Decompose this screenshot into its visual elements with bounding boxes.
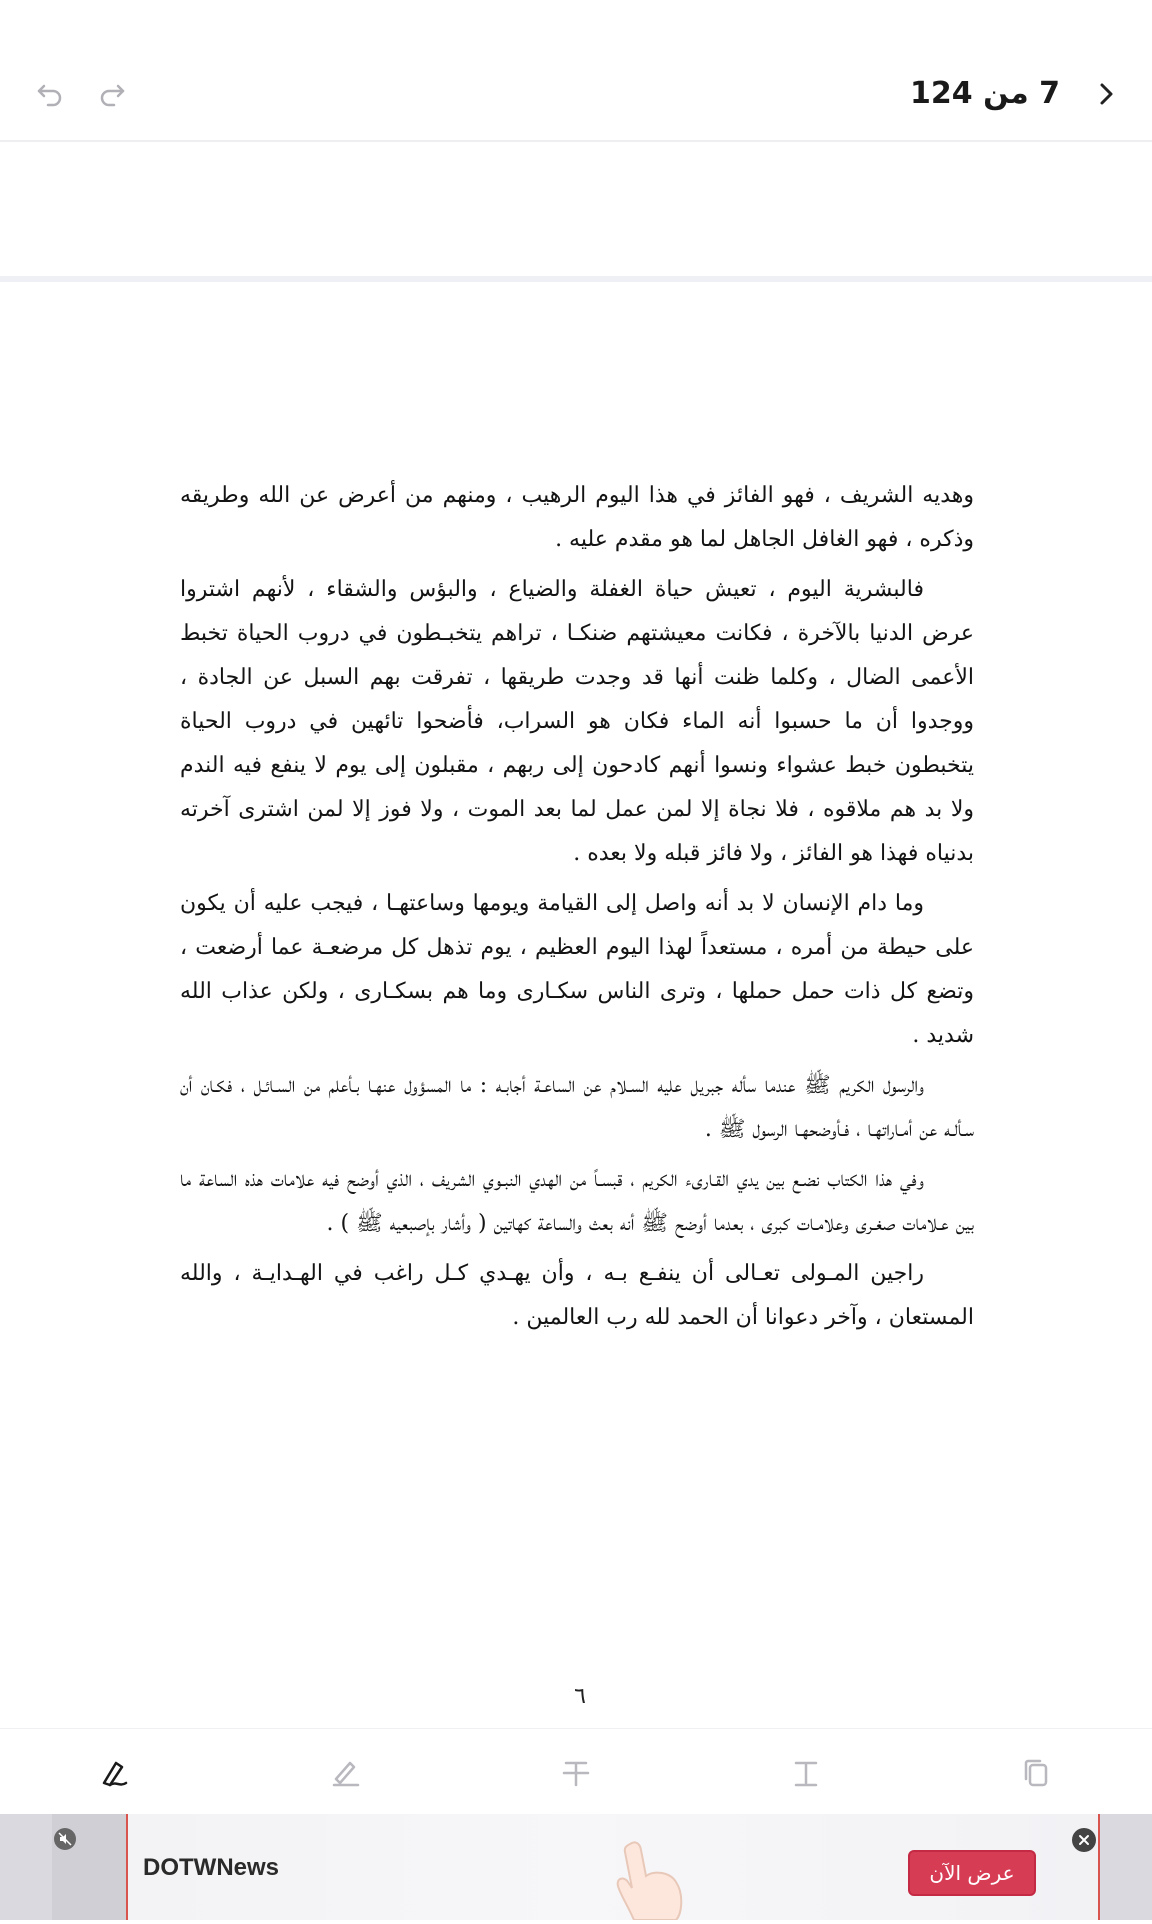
ad-border [1098,1814,1100,1920]
ad-border [126,1814,128,1920]
annotation-toolbar [0,1728,1152,1815]
ad-cta-button[interactable]: عرض الآن [908,1850,1036,1896]
top-bar [0,0,1152,142]
redo-icon[interactable] [92,72,132,112]
text-icon[interactable] [782,1749,830,1797]
highlighter-icon[interactable] [322,1749,370,1797]
document-page [0,282,1152,1728]
page-number: ٦ [574,1684,586,1709]
pointing-hand-icon [610,1836,700,1920]
toolbar-spacer [0,142,1152,276]
paragraph-2: فالبشرية اليوم ، تعيش حياة الغفلة والضياع ، والبؤس والشقاء ، لأنهم اشتروا عرض الدنيا بالآخرة ، فكانت معيشتهم ضنكـا ، تراهم يتخبـطون في دروب الحياة تخبط الأعمى الضال ، وكلما ظنت أنها قد وجدت طريقها ، تفرقت بهم السبل عن الجادة ، ووجدوا أن ما حسبوا أنه الماء فكان هو السراب، فأضحوا تائهين في دروب الحياة يتخبطون خبط عشواء ونسوا أنهم كادحون إلى ربهم ، مقبلون إلى يوم لا ينفع فيه الندم ولا بد هم ملاقوه ، فلا نجاة إلا لمن عمل لما بعد الموت ، ولا فوز إلا لمن اشترى آخرته بدنياه فهذا هو الفائز ، ولا فائز قبله ولا بعده . [180,577,975,866]
copy-icon[interactable] [1012,1749,1060,1797]
page-body [180,474,974,1346]
page-counter: 7 من 124 [910,76,1060,111]
ad-brand[interactable]: DOTWNews [143,1854,280,1881]
close-icon[interactable] [1072,1828,1096,1852]
chevron-right-icon[interactable] [1086,74,1126,114]
undo-icon[interactable] [30,72,70,112]
pen-icon[interactable] [92,1749,140,1797]
paragraph-6: راجين المـولى تعـالى أن ينفـع بـه ، وأن يهـدي كـل راغب في الهـدايـة ، والله المستعان ، وآخر دعوانا أن الحمد لله رب العالمين . [180,1261,974,1330]
strikethrough-icon[interactable] [552,1749,600,1797]
paragraph-1: وهديه الشريف ، فهو الفائز في هذا اليوم الرهيب ، ومنهم من أعرض عن الله وطريقه وذكره ، فهو الغافل الجاهل لما هو مقدم عليه . [180,483,974,552]
paragraph-3: وما دام الإنسان لا بد أنه واصل إلى القيامة ويومها وساعتهـا ، فيجب عليه أن يكون على حيطة من أمره ، مستعداً لهذا اليوم العظيم ، يوم تذهل كل مرضعـة عما أرضعت ، وتضع كل ذات حمل حملها ، وترى الناس سكـارى وما هم بسكـارى ، ولكن عذاب الله شديد . [180,891,974,1048]
paragraph-5: وفي هذا الكتاب نضـع بين يدي القـارىء الكريم ، قبسـاً من الهدي النبـوي الشريف ، الذي أوضح فيه علامات هذه الساعة ما بين عـلامات صغـرى وعلامـات كبرى ، بعدما أوضح ﷺ أنه بعث والساعة كهاتين ( وأشار بإصبعيه ﷺ ) . [180,1167,974,1236]
ad-banner[interactable] [0,1814,1152,1920]
mute-icon[interactable] [54,1828,76,1850]
paragraph-4: والرسول الكريم ﷺ عندما سأله جبريل عليه السـلام عن الساعـة أجابـه : ما المسؤول عنهـا بـأعلم من السـائـل ، فكـان أن سـألـه عن أمـاراتهـا ، فـأوضحهـا الرسول ﷺ . [180,1073,974,1142]
